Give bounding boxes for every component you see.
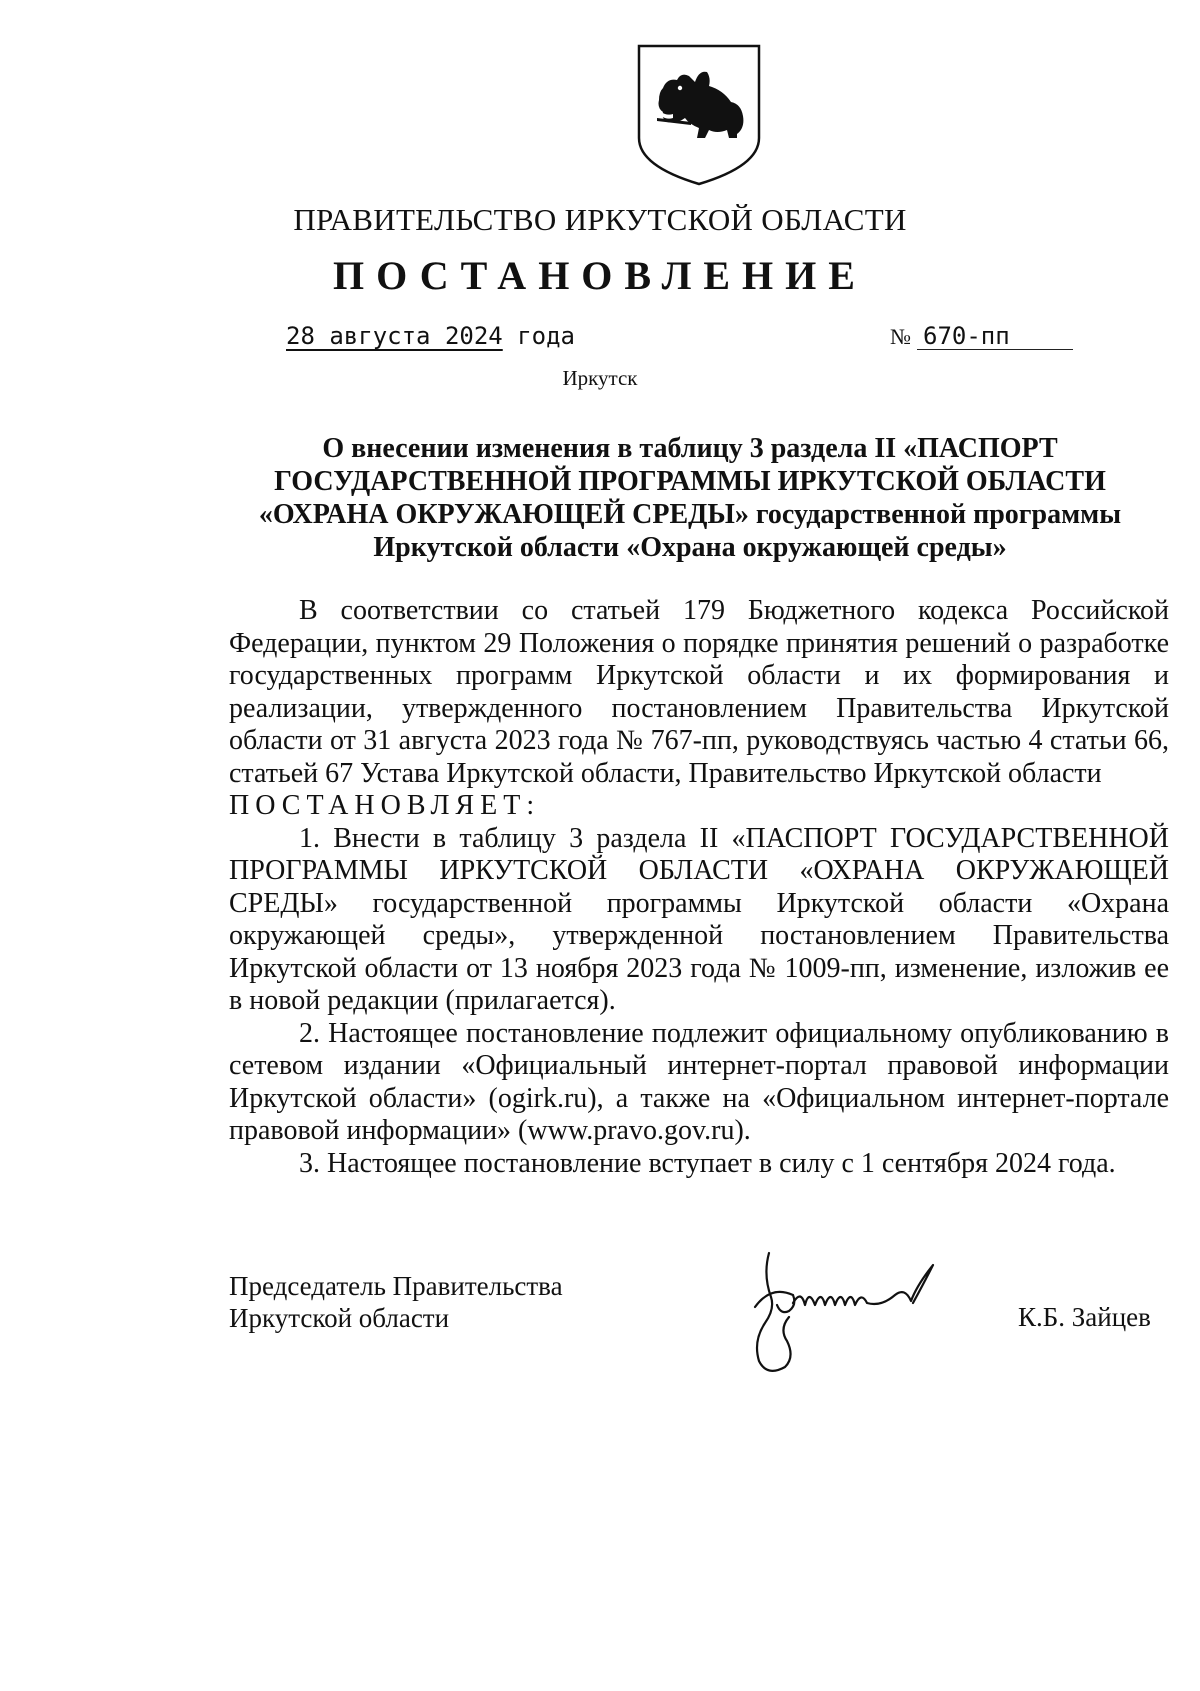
handwritten-signature (735, 1245, 975, 1380)
subject-line: ГОСУДАРСТВЕННОЙ ПРОГРАММЫ ИРКУТСКОЙ ОБЛАСТИ (274, 466, 1106, 497)
preamble-paragraph: В соответствии со статьей 179 Бюджетного кодекса Российской Федерации, пунктом 29 Положения о порядке принятия решений о разработке государственных программ Иркутской области и их формирования и реализации, утвержденного постановлением Правительства Иркутской области от 31 августа 2023 года № 767-пп, руководствуясь частью 4 статьи 66, статьей 67 Устава Иркутской области, Правительство Иркутской области (229, 595, 1169, 789)
document-city: Иркутск (562, 366, 638, 390)
document-subject (230, 432, 1150, 564)
subject-line: О внесении изменения в таблицу 3 раздела II «ПАСПОРТ (322, 433, 1058, 464)
signer-position (229, 1270, 563, 1334)
resolve-word: ПОСТАНОВЛЯЕТ: (229, 790, 541, 821)
item-paragraph: 2. Настоящее постановление подлежит официальному опубликованию в сетевом издании «Официальный интернет-портал правовой информации Иркутской области» (ogirk.ru), а также на «Официальном интернет-портале правовой информации» (www.pravo.gov.ru). (229, 1017, 1169, 1146)
subject-line: «ОХРАНА ОКРУЖАЮЩЕЙ СРЕДЫ» государственной программы (258, 499, 1122, 530)
document-date (286, 322, 575, 350)
number-value: 670-пп (917, 323, 1073, 350)
document-type: ПОСТАНОВЛЕНИЕ (333, 253, 867, 298)
signer-position-line: Иркутской области (229, 1303, 450, 1333)
date-value: 28 августа 2024 (286, 322, 503, 350)
item-paragraph: 1. Внести в таблицу 3 раздела II «ПАСПОРТ ГОСУДАРСТВЕННОЙ ПРОГРАММЫ ИРКУТСКОЙ ОБЛАСТИ «ОХРАНА ОКРУЖАЮЩЕЙ СРЕДЫ» государственной программы Иркутской области «Охрана окружающей среды», утвержденной постановлением Правительства Иркутской области от 13 ноября 2023 года № 1009-пп, изменение, изложив ее в новой редакции (прилагается). (229, 822, 1169, 1016)
signer-position-line: Председатель Правительства (229, 1271, 563, 1301)
item-paragraph: 3. Настоящее постановление вступает в силу с 1 сентября 2024 года. (299, 1147, 1116, 1179)
government-title: ПРАВИТЕЛЬСТВО ИРКУТСКОЙ ОБЛАСТИ (293, 202, 907, 237)
number-sign: № (890, 324, 911, 349)
document-body (229, 595, 1169, 1180)
irkutsk-coat-of-arms-icon (633, 42, 765, 187)
date-suffix: года (502, 322, 575, 350)
signer-name: К.Б. Зайцев (1018, 1302, 1151, 1332)
document-number (890, 322, 1073, 350)
subject-line: Иркутской области «Охрана окружающей среды» (373, 532, 1007, 563)
